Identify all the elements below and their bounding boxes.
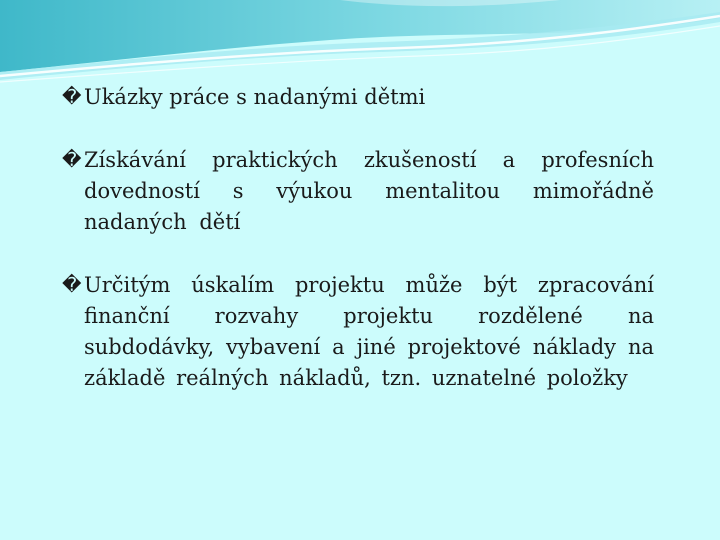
bullet-item-risks xyxy=(62,270,654,394)
bullet-text: Určitým úskalím projektu může být zpracování finanční rozvahy projektu rozdělené na subdodávky, vybavení a jiné projektové náklady na základě reálných nákladů, tzn. uznatelné položky xyxy=(84,273,654,390)
bullet-marker-icon: � xyxy=(62,274,82,296)
bullet-item-examples xyxy=(62,82,654,113)
header-wave-decoration xyxy=(0,0,720,90)
bullet-text: Ukázky práce s nadanými dětmi xyxy=(84,85,426,109)
bullet-list xyxy=(62,82,654,394)
bullet-item-experience xyxy=(62,145,654,238)
bullet-marker-icon: � xyxy=(62,86,82,108)
bullet-marker-icon: � xyxy=(62,149,82,171)
bullet-text: Získávání praktických zkušeností a profesních dovedností s výukou mentalitou mimořádně nadaných dětí xyxy=(84,148,654,234)
